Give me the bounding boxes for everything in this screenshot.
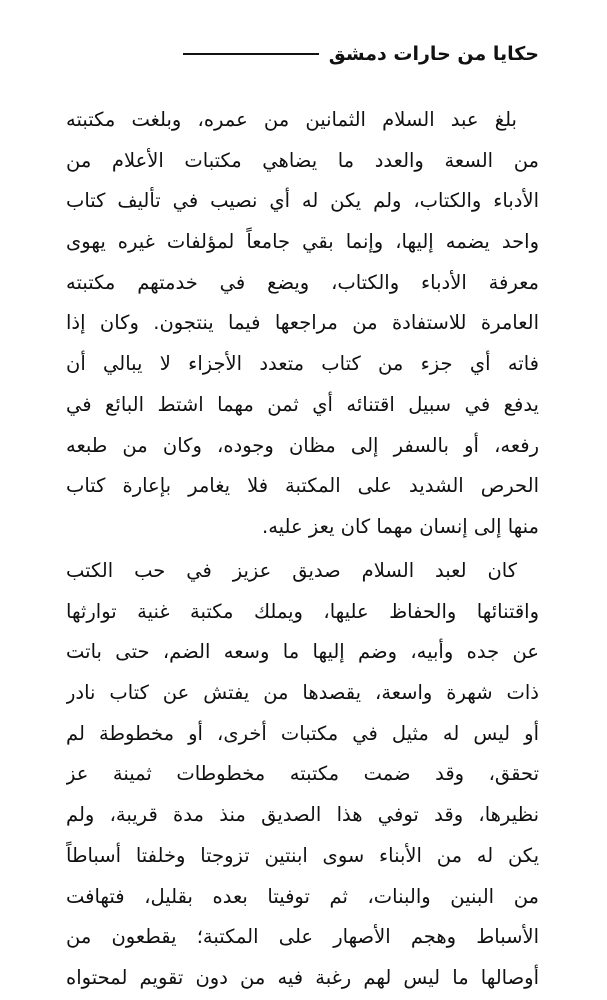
- page-header: [66, 34, 539, 74]
- text-line: العامرة للاستفادة من مراجعها فيما ينتجون. وكان إذا: [66, 311, 539, 335]
- text-line: فاته أي جزء من كتاب متعدد الأجزاء لا يبالي أن: [66, 352, 539, 376]
- text-line: عن جده وأبيه، وضم إليها ما وسعه الضم، حتى باتت: [66, 640, 539, 664]
- text-line: أوصالها ما ليس لهم رغبة فيه من دون تقويم لمحتواه: [66, 965, 539, 989]
- text-line: يدفع في سبيل اقتنائه أي ثمن مهما اشتط البائع في: [66, 392, 539, 416]
- text-line: بلغ عبد السلام الثمانين من عمره، وبلغت مكتبته: [66, 108, 517, 131]
- text-line: نظيرها، وقد توفي هذا الصديق منذ مدة قريبة، ولم: [66, 803, 539, 827]
- text-line: الأدباء والكتاب، ولم يكن له أي نصيب في تأليف كتاب: [66, 189, 539, 213]
- text-line: منها إلى إنسان مهما كان يعز عليه.: [262, 514, 539, 538]
- text-line: تحقق، وقد ضمت مكتبته مخطوطات ثمينة عز: [66, 762, 539, 786]
- header-rule: [183, 53, 319, 55]
- text-line: من السعة والعدد ما يضاهي مكتبات الأعلام من: [66, 148, 539, 172]
- text-line: الحرص الشديد على المكتبة فلا يغامر بإعارة كتاب: [66, 474, 539, 498]
- text-line: ذات شهرة واسعة، يقصدها من يفتش عن كتاب نادر: [66, 681, 539, 705]
- text-line: من البنين والبنات، ثم توفيتا بعده بقليل، فتهافت: [66, 884, 539, 908]
- paragraph-1: [66, 100, 539, 548]
- text-line: أو ليس له مثيل في مكتبات أخرى، أو مخطوطة لم: [66, 721, 539, 745]
- text-line: يكن له من الأبناء سوى ابنتين تزوجتا وخلفتا أسباطاً: [66, 843, 539, 867]
- text-line: الأسباط وهجم الأصهار على المكتبة؛ يقطعون من: [66, 925, 539, 949]
- text-line: واحد يضمه إليها، وإنما بقي جامعاً لمؤلفات غيره يهوى: [66, 230, 539, 254]
- text-line: معرفة الأدباء والكتاب، ويضع في خدمتهم مكتبته: [66, 270, 539, 294]
- running-title: حكايا من حارات دمشق: [328, 43, 539, 65]
- text-line: كان لعبد السلام صديق عزيز في حب الكتب: [66, 559, 517, 582]
- text-line: واقتنائها والحفاظ عليها، ويملك مكتبة غنية توارثها: [66, 599, 539, 623]
- paragraph-2: [66, 551, 539, 999]
- text-line: رفعه، أو بالسفر إلى مظان وجوده، وكان من طبعه: [66, 433, 539, 457]
